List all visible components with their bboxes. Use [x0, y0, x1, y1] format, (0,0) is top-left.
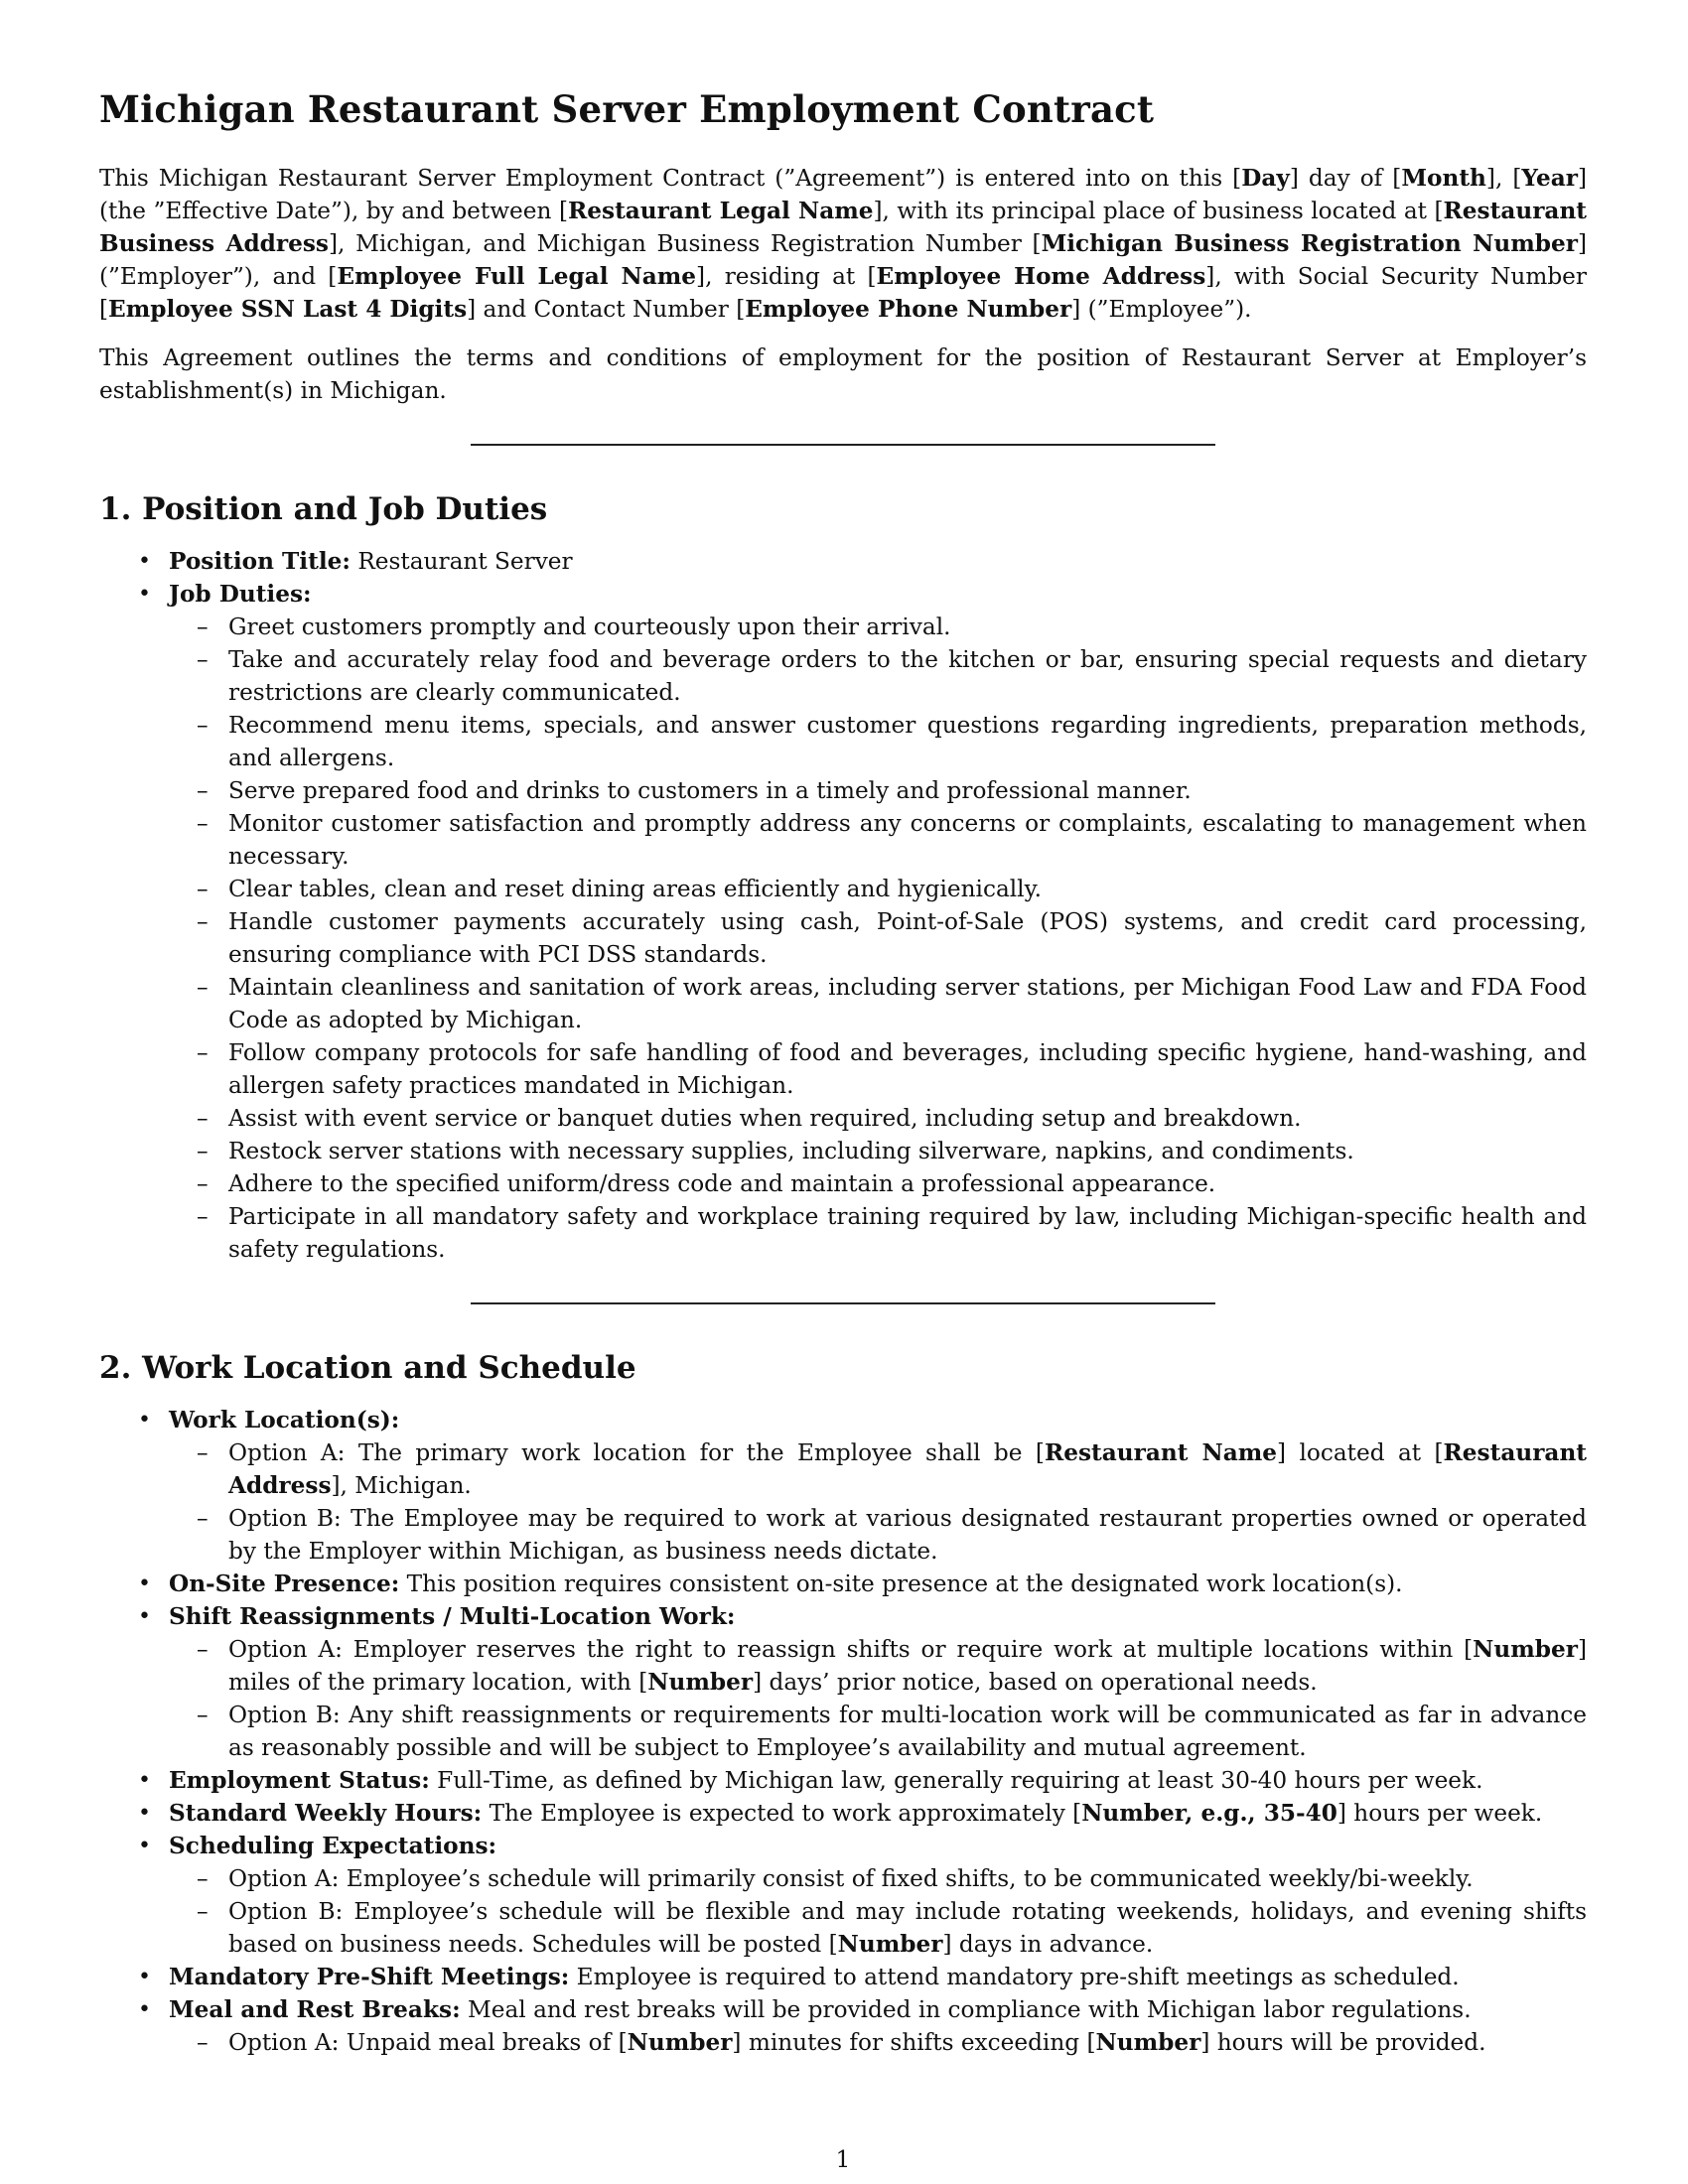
placeholder-field: Year	[1521, 165, 1578, 192]
duty-item: – Restock server stations with necessary supplies, including silverware, napkins, and condiments.	[169, 1135, 1587, 1167]
page-number: 1	[835, 2147, 851, 2173]
work-location-item	[99, 1404, 1587, 1568]
option-item	[169, 1895, 1587, 1961]
duty-item: – Monitor customer satisfaction and promptly address any concerns or complaints, escalating to management when necessary.	[169, 807, 1587, 873]
employment-status-item	[99, 1764, 1587, 1797]
document-title: Michigan Restaurant Server Employment Contract	[99, 87, 1155, 131]
position-title-value: Restaurant Server	[350, 548, 573, 575]
placeholder-field: Day	[1241, 165, 1290, 192]
pre-shift-meetings-value: Employee is required to attend mandatory pre-shift meetings as scheduled.	[569, 1964, 1460, 1990]
placeholder-field: Restaurant Address	[228, 1439, 1588, 1499]
text-segment: ] hours per week.	[1336, 1800, 1543, 1827]
document-page	[99, 0, 1587, 2184]
weekly-hours-value	[482, 1800, 1542, 1827]
breaks-item	[99, 1993, 1587, 2059]
option-item	[169, 1862, 1587, 1895]
placeholder-field: Employee Phone Number	[745, 296, 1072, 323]
breaks-value: Meal and rest breaks will be provided in compliance with Michigan labor regulations.	[460, 1996, 1472, 2023]
text-segment: ] hours will be provided.	[1200, 2029, 1486, 2056]
text-segment: Option A: Unpaid meal breaks of [	[228, 2029, 628, 2056]
text-segment: Option B: Any shift reassignments or requirements for multi-location work will be communicated as far in advance as reasonably possible and will be subject to Employee’s availability and mutual agreement.	[228, 1702, 1587, 1761]
onsite-presence-value: This position requires consistent on-site presence at the designated work location(s).	[399, 1570, 1403, 1597]
text-segment: This Michigan Restaurant Server Employment Contract (”Agreement”) is entered into on this [	[99, 165, 1242, 192]
position-title-label: Position Title:	[169, 548, 351, 575]
duty-item: – Greet customers promptly and courteously upon their arrival.	[169, 611, 1587, 643]
text-segment: Option A: Employee’s schedule will primarily consist of fixed shifts, to be communicated weekly/bi-weekly.	[228, 1865, 1474, 1892]
weekly-hours-item	[99, 1797, 1587, 1830]
text-segment: ], residing at [	[696, 263, 877, 290]
placeholder-field: Restaurant Legal Name	[568, 198, 874, 224]
duty-item: – Serve prepared food and drinks to customers in a timely and professional manner.	[169, 774, 1587, 807]
employment-status-value: Full-Time, as defined by Michigan law, generally requiring at least 30-40 hours per week.	[429, 1767, 1483, 1794]
placeholder-field: Restaurant Name	[1044, 1439, 1278, 1466]
text-segment: Option B: Employee’s schedule will be flexible and may include rotating weekends, holidays, and evening shifts based on business needs. Schedules will be posted [	[228, 1898, 1587, 1958]
text-segment: ] and Contact Number [	[467, 296, 746, 323]
onsite-presence-label: On-Site Presence:	[169, 1570, 400, 1597]
text-segment: ] (the ”Effective Date”), by and between [	[99, 165, 1587, 224]
breaks-options	[169, 2026, 1587, 2059]
duty-item: – Adhere to the specified uniform/dress code and maintain a professional appearance.	[169, 1167, 1587, 1200]
placeholder-field: Month	[1401, 165, 1486, 192]
duty-item: – Maintain cleanliness and sanitation of work areas, including server stations, per Michigan Food Law and FDA Food Code as adopted by Michigan.	[169, 971, 1587, 1036]
option-item	[169, 1436, 1587, 1502]
section-divider	[471, 444, 1215, 446]
placeholder-field: Restaurant Business Address	[99, 198, 1588, 257]
placeholder-field: Employee SSN Last 4 Digits	[108, 296, 468, 323]
placeholder-field: Number	[647, 1669, 754, 1696]
option-item	[169, 2026, 1587, 2059]
text-segment: ] days in advance.	[942, 1931, 1154, 1958]
placeholder-field: Number	[1095, 2029, 1201, 2056]
option-item	[169, 1633, 1587, 1699]
placeholder-field: Michigan Business Registration Number	[1041, 230, 1578, 257]
placeholder-field: Number	[627, 2029, 733, 2056]
section-2-heading: 2. Work Location and Schedule	[99, 1350, 636, 1386]
text-segment: ] (”Employer”), and [	[99, 230, 1588, 290]
job-duties-item	[99, 578, 1587, 1266]
section-divider	[471, 1302, 1215, 1304]
text-segment: ] (”Employee”).	[1071, 296, 1252, 323]
duty-item: – Participate in all mandatory safety and workplace training required by law, including Michigan-specific health and safety regulations.	[169, 1200, 1587, 1266]
text-segment: ], Michigan.	[331, 1472, 472, 1499]
intro-paragraph-2: This Agreement outlines the terms and conditions of employment for the position of Restaurant Server at Employer’s establishment(s) in Michigan.	[99, 344, 1587, 404]
job-duties-list	[169, 611, 1587, 1266]
text-segment: Option B: The Employee may be required to work at various designated restaurant properties owned or operated by the Employer within Michigan, as business needs dictate.	[228, 1505, 1587, 1565]
text-segment: ], with Social Security Number [	[99, 263, 1587, 323]
pre-shift-meetings-label: Mandatory Pre-Shift Meetings:	[169, 1964, 570, 1990]
breaks-label: Meal and Rest Breaks:	[169, 1996, 461, 2023]
employment-status-label: Employment Status:	[169, 1767, 430, 1794]
duty-item: – Clear tables, clean and reset dining areas efficiently and hygienically.	[169, 873, 1587, 905]
shift-reassignment-options	[169, 1633, 1587, 1764]
position-title-item	[99, 545, 1587, 578]
onsite-presence-item	[99, 1568, 1587, 1600]
placeholder-field: Number	[837, 1931, 943, 1958]
text-segment: Option A: The primary work location for the Employee shall be [	[228, 1439, 1045, 1466]
text-segment: ] miles of the primary location, with [	[228, 1636, 1587, 1696]
scheduling-label: Scheduling Expectations:	[169, 1833, 497, 1859]
placeholder-field: Employee Home Address	[876, 263, 1206, 290]
text-segment: Option A: Employer reserves the right to reassign shifts or require work at multiple locations within [	[228, 1636, 1474, 1663]
duty-item: – Take and accurately relay food and beverage orders to the kitchen or bar, ensuring special requests and dietary restrictions are clearly communicated.	[169, 643, 1587, 709]
section-2-list	[99, 1404, 1587, 2059]
duty-item: – Assist with event service or banquet duties when required, including setup and breakdown.	[169, 1102, 1587, 1135]
text-segment: ] minutes for shifts exceeding [	[732, 2029, 1096, 2056]
duty-item: – Handle customer payments accurately using cash, Point-of-Sale (POS) systems, and credit card processing, ensuring compliance with PCI DSS standards.	[169, 905, 1587, 971]
section-1-list	[99, 545, 1587, 1266]
job-duties-label: Job Duties:	[169, 581, 312, 608]
shift-reassignment-item	[99, 1600, 1587, 1764]
text-segment: ], with its principal place of business located at [	[873, 198, 1444, 224]
text-segment: ], Michigan, and Michigan Business Registration Number [	[328, 230, 1042, 257]
work-location-label: Work Location(s):	[169, 1407, 400, 1433]
placeholder-field: Number	[1473, 1636, 1578, 1663]
duty-item: – Recommend menu items, specials, and answer customer questions regarding ingredients, preparation methods, and allergens.	[169, 709, 1587, 774]
text-segment: ] day of [	[1289, 165, 1402, 192]
option-item	[169, 1699, 1587, 1764]
placeholder-field: Number, e.g., 35-40	[1081, 1800, 1337, 1827]
text-segment: ] days’ prior notice, based on operational needs.	[753, 1669, 1318, 1696]
section-1-heading: 1. Position and Job Duties	[99, 491, 548, 527]
placeholder-field: Employee Full Legal Name	[337, 263, 697, 290]
weekly-hours-label: Standard Weekly Hours:	[169, 1800, 483, 1827]
duty-item: – Follow company protocols for safe handling of food and beverages, including specific hygiene, hand-washing, and allergen safety practices mandated in Michigan.	[169, 1036, 1587, 1102]
work-location-options	[169, 1436, 1587, 1568]
text-segment: The Employee is expected to work approximately [	[482, 1800, 1082, 1827]
shift-reassignment-label: Shift Reassignments / Multi-Location Work:	[169, 1603, 736, 1630]
text-segment: ] located at [	[1277, 1439, 1444, 1466]
pre-shift-meetings-item	[99, 1961, 1587, 1993]
scheduling-options	[169, 1862, 1587, 1961]
text-segment: ], [	[1485, 165, 1522, 192]
option-item	[169, 1502, 1587, 1568]
scheduling-item	[99, 1830, 1587, 1961]
intro-paragraph	[99, 162, 1587, 326]
